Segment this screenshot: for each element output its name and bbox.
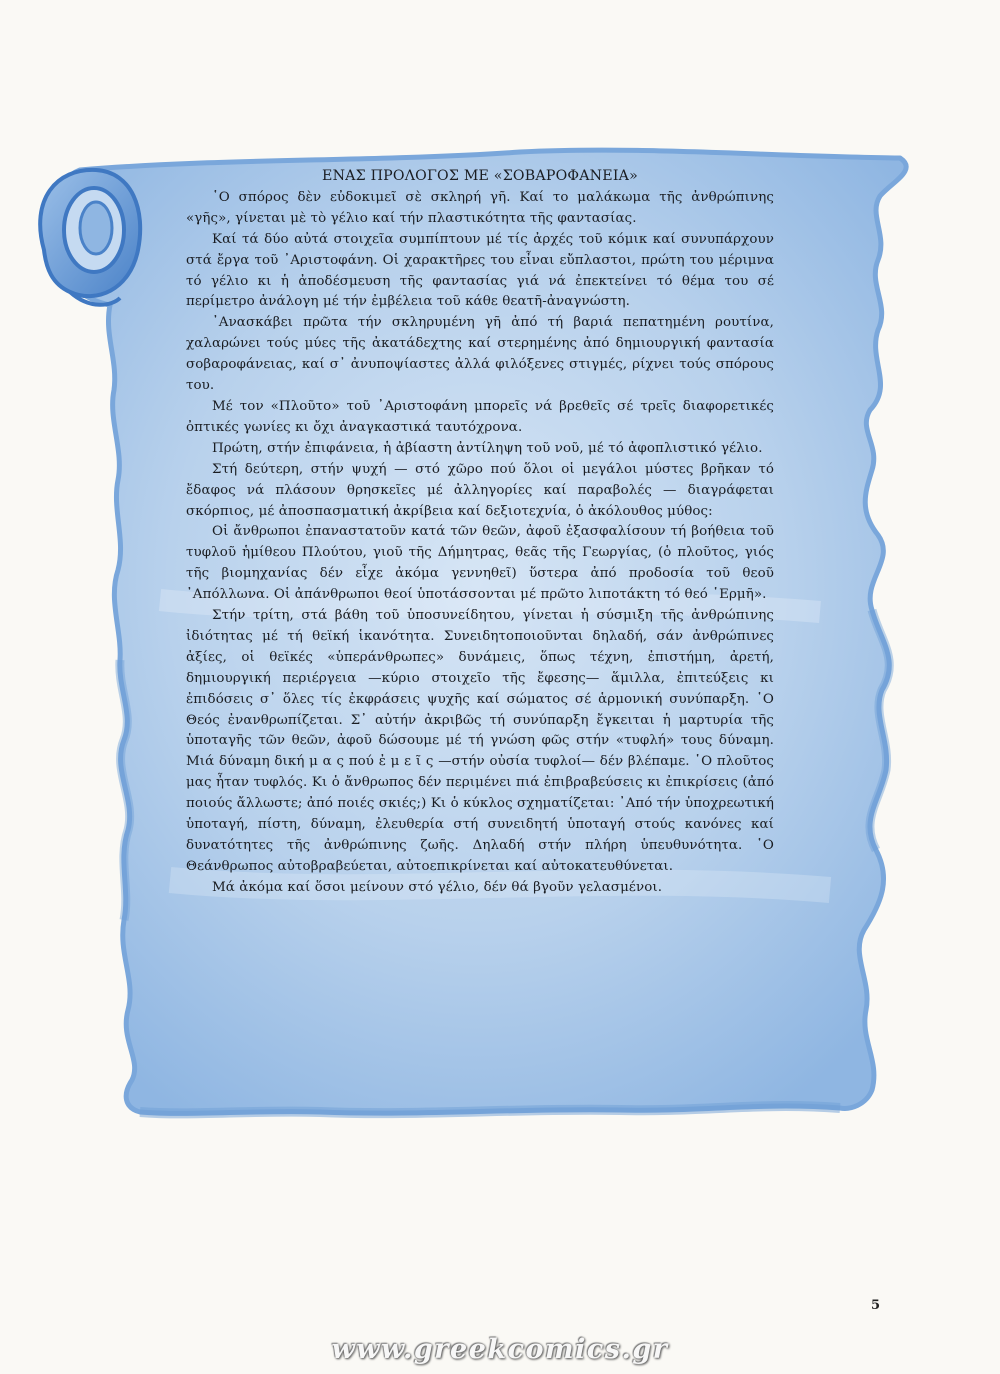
article-title: ΕΝΑΣ ΠΡΟΛΟΓΟΣ ΜΕ «ΣΟΒΑΡΟΦΑΝΕΙΑ» — [322, 168, 638, 184]
paragraph-1: ῾Ο σπόρος δὲν εὐδοκιμεῖ σὲ σκληρή γῆ. Καί το μαλάκωμα τῆς ἀνθρώπινης «γῆς», γίνεται μὲ τὸ γέλιο καί τήν πλαστικότητα τῆς φαντασίας. — [186, 189, 774, 226]
paragraph-3: ᾿Ανασκάβει πρῶτα τήν σκληρυμένη γῆ ἀπό τή βαριά πεπατημένη ρουτίνα, χαλαρώνει τούς μύες τῆς ἀκατάδεχτης καί στερημένης ἀπό δημιουργική φαντασία σοβαροφάνειας, καί σ᾿ ἀνυποψίαστες ἀλλά φιλόξενες στιγμές, ρίχνει τούς σπόρους του. — [186, 315, 774, 394]
paragraph-5: Πρώτη, στήν ἐπιφάνεια, ἡ ἀβίαστη ἀντίληψη τοῦ νοῦ, μέ τό ἀφοπλιστικό γέλιο. — [212, 440, 763, 456]
page-number: 5 — [871, 1298, 881, 1313]
paragraph-9: Μά ἀκόμα καί ὅσοι μείνουν στό γέλιο, δέν θά βγοῦν γελασμένοι. — [212, 879, 663, 895]
prologue-article — [186, 166, 774, 899]
paragraph-8: Στήν τρίτη, στά βάθη τοῦ ὑποσυνείδητου, γίνεται ἡ σύσμιξη τῆς ἀνθρώπινης ἰδιότητας μέ τή θεϊκή ἱκανότητα. Συνειδητοποιοῦνται δηλαδή, σάν ἀνθρώπινες ἀξίες, οἱ θεϊκές «ὑπεράνθρωπες» δυνάμεις, ὅπως τέχνη, ἐπιστήμη, ἀρετή, δημιουργική περιέργεια —κύριο στοιχεῖο τῆς ἔφεσης— ἅμιλλα, ἐπιτεύξεις κι ἐπιδόσεις σ᾿ ὅλες τίς ἐκφράσεις ψυχῆς καί σώματος σέ ἁρμονική συνύπαρξη. ῾Ο Θεός ἐνανθρωπίζεται. Σ᾿ αὐτήν ἀκριβῶς τή συνύπαρξη ἔγκειται ἡ μαρτυρία τῆς ὑποταγῆς τῶν θεῶν, ἀφοῦ δώσουμε μέ τή γνώση φῶς στήν «τυφλή» τους δύναμη. Μιά δύναμη δική μ α ς πού ἐ μ ε ῖ ς —στήν οὐσία τυφλοί— δέν βλέπαμε. ῾Ο πλοῦτος μας ἦταν τυφλός. Κι ὁ ἄνθρωπος δέν περιμένει πιά ἐπιβραβεύσεις κι ἐπικρίσεις (ἀπό ποιούς ἄλλωστε; ἀπό ποιές σκιές;) Κι ὁ κύκλος σχηματίζεται: ᾿Από τήν ὑποχρεωτική ὑποταγή, πίστη, δύναμη, ἐλευθερία στή συνειδητή ὑποταγή στούς κανόνες καί δυνατότητες τῆς ἀνθρώπινης ζωῆς. Δηλαδή στήν πλήρη ὑπευθυνότητα. ῾Ο Θεάνθρωπος αὐτοβραβεύεται, αὐτοεπικρίνεται καί αὐτοκατευθύνεται. — [186, 608, 774, 874]
paragraph-6: Στή δεύτερη, στήν ψυχή — στό χῶρο πού ὅλοι οἱ μεγάλοι μύστες βρῆκαν τό ἔδαφος νά πλάσουν θρησκεῖες μέ ἀλληγορίες καί παραβολές — διαγράφεται σκόρπιος, μέ ἀποσπασματική ἀκρίβεια καί δεξιοτεχνία, ὁ ἀκόλουθος μύθος: — [186, 461, 774, 519]
paragraph-4: Μέ τον «Πλοῦτο» τοῦ ᾿Αριστοφάνη μπορεῖς νά βρεθεῖς σέ τρεῖς διαφορετικές ὀπτικές γωνίες κι ὄχι ἀναγκαστικά ταυτόχρονα. — [186, 398, 774, 435]
paragraph-2: Καί τά δύο αὐτά στοιχεῖα συμπίπτουν μέ τίς ἀρχές τοῦ κόμικ καί συνυπάρχουν στά ἔργα τοῦ ᾿Αριστοφάνη. Οἱ χαρακτῆρες του εἶναι εὔπλαστοι, πρώτη του μέριμνα τό γέλιο κι ἡ ἀποδέσμευση τῆς φαντασίας γιά νά ἐπεκτείνει τό θέμα του σέ περίμετρο ἀνάλογη μέ τήν ἐμβέλεια τοῦ κάθε θεατῆ-ἀναγνώστη. — [186, 231, 774, 310]
paragraph-7: Οἱ ἄνθρωποι ἐπαναστατοῦν κατά τῶν θεῶν, ἀφοῦ ἐξασφαλίσουν τή βοήθεια τοῦ τυφλοῦ ἡμίθεου Πλούτου, γιοῦ τῆς Δήμητρας, θεᾶς τῆς Γεωργίας, (ὁ πλοῦτος, γιός τῆς βιομηχανίας δέν εἶχε ἀκόμα γεννηθεῖ) ὕστερα ἀπό προδοσία τοῦ θεοῦ ᾿Απόλλωνα. Οἱ ἀπάνθρωποι θεοί ὑποτάσσονται μέ πρῶτο λιποτάκτη τό θεό ῾Ερμῆ». — [186, 524, 774, 603]
site-watermark: www.greekcomics.gr — [331, 1334, 669, 1365]
